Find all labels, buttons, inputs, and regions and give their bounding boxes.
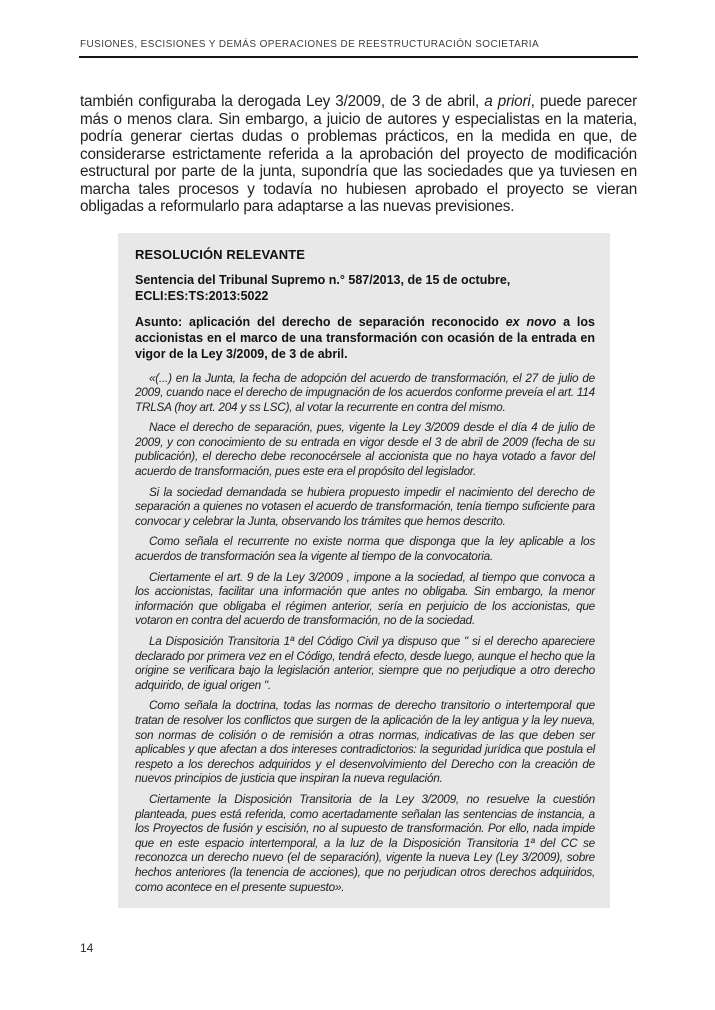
intro-italic-phrase: a priori	[484, 93, 531, 110]
intro-text-post: , puede parecer más o menos clara. Sin embargo, a juicio de autores y especialistas en la materia, podría generar ciertas dudas o problemas prácticos, en la medida en que, de considerarse estrictamente referida a la aprobación del proyecto de modificación estructural por parte de la junta, supondría que las sociedades que ya tuviesen en marcha tales procesos y todavía no hubiesen aprobado el proyecto se vieran obligadas a reformularlo para adaptarse a las nuevas previsiones.	[80, 93, 638, 215]
subject-italic-phrase: ex novo	[505, 314, 557, 329]
quote-paragraph-8: Ciertamente la Disposición Transitoria de la Ley 3/2009, no resuelve la cuestión planteada, pues está referida, como acertadamente señalan las sentencias de instancia, a los Proyectos de fusión y escisión, no al supuesto de transformación. Por ello, nada impide que en este espacio intertemporal, a la luz de la Disposición Transitoria 1ª del CC se reconozca un derecho nuevo (el de separación), vigente la nueva Ley (Ley 3/2009), sobre hechos anteriores (la tenencia de acciones), que no perjudican otros derechos adquiridos, como acontece en el presente supuesto».	[135, 791, 595, 894]
quote-paragraph-7: Como señala la doctrina, todas las normas de derecho transitorio o intertemporal que tratan de resolver los conflictos que surgen de la aplicación de la ley antigua y la ley nueva, son normas de colisión o de remisión a otras normas, indicativas de las que deben ser aplicables y que afectan a dos intereses contradictorios: la seguridad jurídica que postula el respeto a los derechos adquiridos y el desenvolvimiento del Derecho con la creación de nuevos principios de justicia que inspiran la nueva regulación.	[135, 698, 595, 786]
ruling-reference-ecli: ECLI:ES:TS:2013:5022	[135, 288, 269, 303]
resolution-box	[118, 233, 610, 909]
quote-paragraphs	[135, 371, 595, 895]
quote-paragraph-4: Como señala el recurrente no existe norma que disponga que la ley aplicable a los acuerdos de transformación sea la vigente al tiempo de la convocatoria.	[135, 534, 595, 564]
running-header: FUSIONES, ESCISIONES Y DEMÁS OPERACIONES DE REESTRUCTURACIÓN SOCIETARIA	[80, 39, 540, 50]
ruling-reference-line1: Sentencia del Tribunal Supremo n.° 587/2013, de 15 de octubre,	[135, 272, 511, 287]
quote-paragraph-5: Ciertamente el art. 9 de la Ley 3/2009 , impone a la sociedad, al tiempo que convoca a los accionistas, facilitar una información que antes no obligaba. Sin embargo, la menor información que obligaba el régimen anterior, sería en perjuicio de los accionistas, que votaron en contra del acuerdo de transformación, no de la sociedad.	[135, 569, 595, 628]
header-rule	[79, 56, 638, 58]
quote-paragraph-6: La Disposición Transitoria 1ª del Código Civil ya dispuso que " si el derecho apareciere declarado por primera vez en el Código, tendrá efecto, desde luego, aunque el hecho que la origine se verificara bajo la legislación anterior, siempre que no perjudique a otro derecho adquirido, de igual origen ".	[135, 634, 595, 692]
intro-text-pre: también configuraba la derogada Ley 3/2009, de 3 de abril,	[80, 93, 485, 110]
subject-text-pre: Asunto: aplicación del derecho de separación reconocido	[135, 314, 506, 329]
quote-paragraph-2: Nace el derecho de separación, pues, vigente la Ley 3/2009 desde el día 4 de julio de 2009, y con conocimiento de su entrada en vigor desde el 3 de abril de 2009 (fecha de su publicación), el derecho debe reconocérsele al accionista que no haya votado a favor del acuerdo de transformación, pues este era el propósito del legislador.	[135, 420, 595, 479]
resolution-box-title: RESOLUCIÓN RELEVANTE	[135, 246, 306, 262]
page-number: 14	[80, 941, 94, 955]
subject-text-post: a los accionistas en el marco de una transformación con ocasión de la entrada en vigor de la Ley 3/2009, de 3 de abril.	[135, 314, 595, 361]
intro-paragraph	[80, 93, 637, 216]
quote-paragraph-1: «(...) en la Junta, la fecha de adopción del acuerdo de transformación, el 27 de julio de 2009, cuando nace el derecho de impugnación de los acuerdos conforme preveía el art. 114 TRLSA (hoy art. 204 y ss LSC), al votar la recurrente en contra del mismo.	[135, 370, 595, 414]
quote-paragraph-3: Si la sociedad demandada se hubiera propuesto impedir el nacimiento del derecho de separación a quienes no votasen el acuerdo de transformación, tenía tiempo suficiente para convocar y celebrar la Junta, observando los trámites que hemos descrito.	[135, 484, 595, 528]
ruling-reference	[135, 272, 595, 304]
subject-paragraph	[135, 314, 595, 362]
